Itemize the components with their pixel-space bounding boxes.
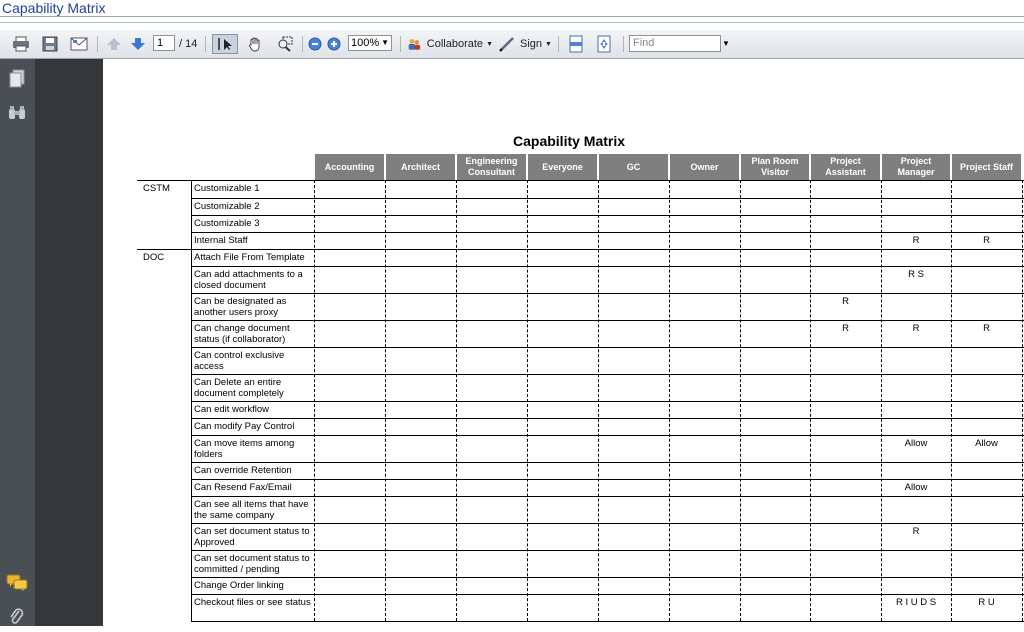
separator [623,36,624,52]
page-total: / 14 [179,38,198,50]
row-group-label: DOC [143,252,165,263]
column-header: Project Assistant [811,154,880,180]
column-header: Accounting [315,154,384,180]
hand-tool-icon[interactable] [244,34,266,54]
navigation-sidebar [0,59,35,626]
row-label: Can modify Pay Control [194,421,295,432]
row-label: Can Delete an entire document completely [194,377,284,399]
row-rule [191,401,1024,402]
sign-button[interactable] [498,34,552,54]
row-label: Attach File From Template [194,252,305,263]
save-icon[interactable] [39,34,61,54]
separator [400,36,401,52]
matrix-cell-value: R [842,323,849,334]
chevron-down-icon: ▼ [486,40,493,48]
row-rule [191,293,1024,294]
pen-icon [498,36,516,52]
column-rule [598,180,599,621]
column-header: Owner [670,154,739,180]
previous-page-icon[interactable] [104,34,124,54]
row-label: Customizable 3 [194,218,260,229]
column-rule [1022,180,1023,621]
row-label: Can be designated as another users proxy [194,296,287,318]
column-rule [951,180,952,621]
chevron-down-icon: ▼ [545,40,552,48]
collaborate-button[interactable] [407,34,493,54]
column-rule [740,180,741,621]
title-divider [0,16,1024,17]
row-rule [191,198,1024,199]
row-rule [191,550,1024,551]
row-rule [191,374,1024,375]
row-label: Internal Staff [194,235,248,246]
matrix-cell-value: R [912,235,920,246]
matrix-cell-value: R [983,323,990,334]
row-rule [191,320,1024,321]
row-label: Can add attachments to a closed document [194,269,303,291]
comments-icon[interactable] [6,574,28,597]
column-rule [810,180,811,621]
column-rule [669,180,670,621]
column-header: Architect [386,154,455,180]
row-rule [191,435,1024,436]
column-header: Project Manager [882,154,950,180]
column-header: Everyone [528,154,597,180]
group-rule [137,249,191,250]
row-label: Checkout files or see status [194,597,311,608]
pages-icon[interactable] [8,69,26,94]
row-label: Customizable 2 [194,201,260,212]
row-label: Can move items among folders [194,438,295,460]
title-divider-lower [0,22,1024,23]
label-column-rule [191,180,192,621]
next-page-icon[interactable] [128,34,148,54]
matrix-cell-value: R [983,235,990,246]
zoom-out-icon[interactable] [307,34,323,54]
separator [558,36,559,52]
window-title: Capability Matrix [2,0,106,16]
row-group-label: CSTM [143,183,170,194]
column-rule [527,180,528,621]
binoculars-icon[interactable] [7,105,27,126]
document-page [103,59,1024,626]
column-rule [385,180,386,621]
matrix-cell-value: R [842,296,849,307]
column-rule [456,180,457,621]
fit-width-icon[interactable] [566,34,586,54]
row-rule [191,594,1024,595]
row-rule [191,232,1024,233]
print-icon[interactable] [10,34,32,54]
row-rule [191,462,1024,463]
row-rule [191,577,1024,578]
row-label: Can Resend Fax/Email [194,482,292,493]
attachment-icon[interactable] [9,607,25,632]
column-rule [314,180,315,621]
row-label: Can set document status to Approved [194,526,310,548]
row-label: Can edit workflow [194,404,269,415]
matrix-cell-value: R S [908,269,924,280]
row-rule [191,523,1024,524]
row-rule [191,347,1024,348]
chevron-down-icon[interactable]: ▼ [722,39,730,48]
collaborate-icon [407,36,422,52]
separator [97,36,98,52]
sign-label: Sign [520,38,543,50]
table-rule [137,180,1024,181]
chevron-down-icon: ▼ [381,38,389,47]
row-label: Can override Retention [194,465,292,476]
row-label: Can set document status to committed / pending [194,553,310,575]
find-input[interactable]: Find [629,35,721,52]
column-header: Plan Room Visitor [741,154,809,180]
zoom-in-icon[interactable] [326,34,342,54]
page-number-input[interactable]: 1 [153,35,175,51]
row-rule [191,621,1024,622]
marquee-zoom-icon[interactable] [274,34,296,54]
column-header: GC [599,154,668,180]
matrix-cell-value: Allow [904,482,928,493]
zoom-level-value: 100% [351,37,380,49]
matrix-cell-value: Allow [904,438,928,449]
matrix-cell-value: R U [978,597,995,608]
row-rule [191,479,1024,480]
matrix-cell-value: R [912,526,920,537]
separator [205,36,206,52]
document-title: Capability Matrix [513,133,626,149]
matrix-cell-value: R [912,323,920,334]
zoom-level-select[interactable] [348,35,392,51]
column-header: Project Staff [952,154,1021,180]
row-rule [191,496,1024,497]
document-pane-gutter [35,59,103,626]
column-rule [881,180,882,621]
row-rule [191,418,1024,419]
select-tool-icon[interactable] [212,34,238,54]
window-titlebar [0,0,1024,30]
row-label: Can control exclusive access [194,350,285,372]
email-icon[interactable] [68,34,90,54]
toolbar [0,30,1024,59]
collaborate-label: Collaborate [426,38,484,50]
full-screen-icon[interactable] [594,34,614,54]
matrix-cell-value: R I U D S [895,597,937,608]
separator [302,36,303,52]
row-label: Change Order linking [194,580,284,591]
row-rule [191,266,1024,267]
row-label: Customizable 1 [194,183,260,194]
matrix-cell-value: Allow [975,438,998,449]
column-header: Engineering Consultant [457,154,526,180]
row-label: Can see all items that have the same company [194,499,309,521]
row-label: Can change document status (if collaborator) [194,323,290,345]
row-rule [191,215,1024,216]
row-rule [191,249,1024,250]
